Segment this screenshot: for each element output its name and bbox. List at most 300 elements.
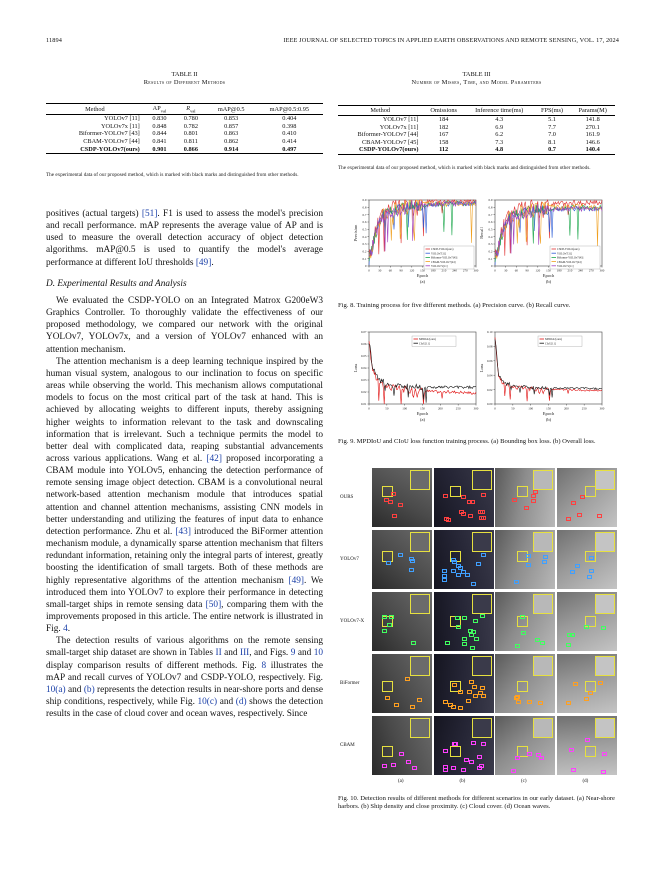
table2	[46, 103, 323, 154]
detection-box	[466, 699, 471, 703]
y-tick-label: 0.06	[486, 359, 493, 363]
detection-box	[391, 763, 396, 767]
subfigure-label: (a)	[420, 279, 425, 284]
zoom-inset	[472, 470, 492, 490]
detection-box	[405, 677, 410, 681]
t3-cell: 161.9	[585, 131, 600, 139]
zoom-inset	[595, 532, 615, 552]
citation-link[interactable]: [49]	[195, 257, 212, 268]
fig10-row-label: CBAM	[340, 742, 355, 748]
detection-box	[442, 574, 447, 578]
t2-cell: 0.811	[183, 138, 198, 146]
y-tick-label: 0.00	[486, 402, 493, 407]
legend-entry: Biformer-YOLOv7[43]	[557, 256, 584, 260]
detection-box	[469, 633, 474, 637]
detection-box	[442, 578, 447, 582]
fig10-detection-image	[495, 592, 555, 651]
detection-box	[588, 691, 593, 695]
zoom-inset	[595, 594, 615, 614]
detection-box	[443, 494, 448, 498]
t3-cell: CSDP-YOLOv7(ours)	[338, 146, 422, 154]
y-tick-label: 0.1	[488, 256, 493, 261]
fig10-detection-image	[557, 654, 617, 713]
figure-link[interactable]: (d)	[235, 697, 247, 708]
table3-note: The experimental data of our proposed method, which is marked with black marks and distinguished from other methods.	[338, 165, 591, 171]
x-tick-label: 90	[399, 268, 403, 273]
paragraph-3: The detection results of various algorithms on the remote sensing small-target ship dataset are shown in Tables II and III, and Figs. 9 and 10 display comparison results of different methods. Fig. 8 illustrates the mAP and recall curves of YOLOv7 and CSDP-YOLO, respectively. Fig. 10(a) and (b) represents the detection results in near-shore ports and dense ship conditions, respectively, while Fig. 10(c) and (d) shows the detection results in the case of cloud cover and ocean waves, respectively. Since	[46, 636, 323, 720]
zoom-source-box	[450, 746, 461, 757]
t2-row	[46, 130, 323, 138]
detection-box	[458, 566, 463, 570]
detection-box	[406, 760, 411, 764]
detection-box	[389, 615, 394, 619]
detection-box	[569, 748, 574, 752]
zoom-inset	[595, 656, 615, 676]
t2-cell: 0.398	[282, 122, 297, 130]
detection-box	[480, 686, 485, 690]
detection-box	[469, 760, 474, 764]
detection-box	[542, 560, 547, 564]
table3-caption	[338, 71, 615, 87]
fig10-detection-image	[557, 716, 617, 775]
y-axis-label: Loss	[479, 363, 484, 373]
fig10-column-label: (a)	[398, 779, 404, 784]
zoom-inset	[472, 594, 492, 614]
x-tick-label: 30	[378, 268, 382, 273]
zoom-source-box	[585, 746, 596, 757]
fig10-detection-image	[495, 654, 555, 713]
detection-box	[462, 616, 467, 620]
t2-cell: 0.914	[207, 146, 256, 154]
x-axis-label: Epoch	[542, 273, 555, 278]
zoom-inset	[410, 656, 430, 676]
detection-box	[584, 625, 589, 629]
y-tick-label: 0.02	[486, 387, 493, 392]
detection-box	[391, 492, 396, 496]
fig10-row-label: BiFormer	[340, 680, 360, 686]
t2-row	[46, 123, 323, 131]
zoom-source-box	[517, 681, 528, 692]
x-tick-label: 300	[599, 406, 605, 411]
legend-entry: CIoU[11]	[545, 342, 556, 346]
citation-link[interactable]: [42]	[206, 453, 222, 464]
fig10-row-label: YOLOv7-X	[340, 618, 365, 624]
y-tick-label: 0.2	[488, 249, 493, 254]
y-tick-label: 0.04	[486, 373, 493, 378]
fig10-detection-image	[372, 530, 432, 589]
fig9a-bbox-loss-plot	[352, 328, 480, 426]
detection-box	[566, 517, 571, 521]
detection-box	[465, 573, 470, 577]
detection-box	[468, 514, 473, 518]
y-tick-label: 0.01	[360, 402, 367, 407]
detection-box	[575, 564, 580, 568]
x-tick-label: 120	[409, 268, 415, 273]
detection-box	[452, 683, 457, 687]
fig10-column-label: (d)	[582, 779, 589, 784]
y-tick-label: 0.9	[488, 198, 493, 203]
fig10-detection-image	[557, 592, 617, 651]
x-tick-label: 60	[388, 268, 392, 273]
detection-box	[471, 582, 476, 586]
y-tick-label: 0.9	[362, 198, 367, 203]
zoom-inset	[472, 532, 492, 552]
zoom-source-box	[585, 486, 596, 497]
t3-cell: 7.0	[548, 131, 556, 139]
y-tick-label: 0.02	[360, 390, 367, 395]
detection-box	[399, 752, 404, 756]
t3-cell: 6.9	[495, 123, 504, 131]
zoom-inset	[533, 532, 553, 552]
x-tick-label: 150	[420, 406, 425, 411]
detection-box	[584, 697, 589, 701]
zoom-inset	[595, 470, 615, 490]
detection-box	[470, 646, 475, 650]
table-link[interactable]: III	[239, 648, 250, 659]
x-tick-label: 200	[563, 406, 569, 411]
detection-box	[461, 768, 466, 772]
detection-box	[602, 752, 607, 756]
t3-cell: 6.2	[495, 131, 504, 139]
table2-note: The experimental data of our proposed method, which is marked with black marks and distinguished from other methods.	[46, 172, 299, 178]
x-tick-label: 50	[511, 406, 515, 411]
y-tick-label: 0.05	[360, 354, 367, 359]
detection-box	[384, 498, 389, 502]
t2-cell: 0.857	[224, 122, 239, 130]
t2-h-method: Method	[46, 104, 144, 115]
y-tick-label: 0.8	[362, 205, 367, 210]
table3-title: Number of Misses, Time, and Model Parameters	[411, 79, 542, 86]
y-tick-label: 0.3	[362, 242, 367, 247]
detection-box	[398, 503, 403, 507]
x-tick-label: 50	[385, 406, 389, 411]
y-tick-label: 0.5	[362, 227, 367, 232]
zoom-source-box	[450, 486, 461, 497]
detection-box	[589, 556, 594, 560]
detection-box	[585, 738, 590, 742]
x-tick-label: 180	[430, 268, 436, 273]
detection-box	[409, 568, 414, 572]
detection-box	[387, 623, 392, 627]
detection-box	[531, 499, 536, 503]
y-tick-label: 0.03	[360, 378, 367, 383]
x-tick-label: 300	[599, 268, 605, 273]
legend-entry: CSDP-YOLO(ours)	[557, 248, 580, 252]
detection-box	[477, 755, 482, 759]
x-tick-label: 270	[588, 268, 594, 273]
t2-cell: 0.782	[183, 122, 198, 130]
t2-cell: 0.862	[224, 138, 239, 146]
t3-cell: 270.1	[585, 123, 600, 131]
x-axis-label: Epoch	[416, 273, 429, 278]
legend-entry: YOLOv7x[11]	[557, 265, 574, 268]
detection-box	[461, 495, 466, 499]
paragraph-1: We evaluated the CSDP-YOLO on an Integrated Matrox G200eW3 Graphics Controller. To thoroughly validate the effectiveness of our proposed methodology, we compared our network with the original YOLOv7, YOLOv7x, and a version of YOLOv7 enhanced with an attention mechanism.	[46, 295, 323, 355]
t3-row	[338, 116, 615, 124]
detection-box	[573, 682, 578, 686]
t3-cell: 112	[422, 146, 464, 154]
t2-cell: YOLOv7 [11]	[104, 115, 140, 123]
fig9b-overall-loss-plot	[478, 328, 606, 426]
zoom-inset	[472, 718, 492, 738]
detection-box	[539, 756, 544, 760]
citation-link[interactable]: [49]	[288, 575, 304, 586]
t3-cell: 182	[438, 123, 449, 131]
fig10-detection-image	[434, 530, 494, 589]
t2-cell: 0.841	[152, 138, 167, 146]
figure-link[interactable]: 10(c)	[197, 697, 218, 708]
citation-link[interactable]: [50]	[205, 599, 222, 610]
y-axis-label: Recall	[479, 227, 484, 239]
fig10-caption: Fig. 10. Detection results of different methods for different scenarios in our early dataset. (a) Near-shore harbors. (b) Ship density and close proximity. (c) Cloud cover. (d) Ocean waves.	[338, 795, 615, 811]
y-tick-label: 0.07	[360, 330, 367, 335]
detection-box	[511, 769, 516, 773]
t3-cell: YOLOv7 [11]	[382, 116, 419, 123]
detection-box	[566, 643, 571, 647]
detection-box	[589, 569, 594, 573]
section-heading: D. Experimental Results and Analysis	[46, 278, 187, 289]
t3-h-omissions: Omissions	[422, 106, 464, 116]
zoom-inset	[533, 718, 553, 738]
y-tick-label: 0.06	[360, 342, 367, 347]
detection-box	[571, 501, 576, 505]
fig10-detection-image	[372, 468, 432, 527]
figure-link[interactable]: 9	[290, 648, 296, 659]
detection-box	[531, 494, 536, 498]
fig10-detection-image	[372, 592, 432, 651]
t3-row	[338, 146, 615, 154]
citation-link[interactable]: [51]	[141, 209, 158, 219]
detection-box	[417, 698, 422, 702]
y-axis-label: Loss	[353, 363, 358, 373]
t3-row	[338, 139, 615, 147]
detection-box	[598, 681, 603, 685]
t2-cell: 0.863	[224, 130, 239, 138]
detection-box	[412, 766, 417, 770]
detection-box	[443, 749, 448, 753]
detection-box	[462, 642, 467, 646]
zoom-inset	[533, 656, 553, 676]
detection-box	[481, 742, 486, 746]
detection-box	[538, 701, 543, 705]
t2-row	[46, 115, 323, 123]
y-tick-label: 0.3	[488, 242, 493, 247]
detection-box	[515, 756, 520, 760]
detection-box	[456, 625, 461, 629]
detection-box	[453, 742, 458, 746]
figure-link[interactable]: 8	[261, 660, 267, 671]
citation-link[interactable]: [43]	[175, 526, 191, 537]
detection-box	[481, 493, 486, 497]
fig10-detection-image	[372, 716, 432, 775]
detection-box	[411, 641, 416, 645]
detection-box	[481, 553, 486, 557]
x-tick-label: 0	[368, 268, 370, 273]
figure-link[interactable]: 10(a)	[46, 684, 66, 695]
t2-cell: 0.901	[144, 146, 175, 154]
x-tick-label: 210	[567, 268, 573, 273]
t2-cell: 0.410	[282, 130, 297, 138]
t3-cell: 167	[438, 131, 449, 139]
figure-link[interactable]: 10	[313, 648, 323, 659]
t3-cell: 4.8	[465, 146, 534, 154]
t3-row	[338, 124, 615, 132]
x-tick-label: 100	[402, 406, 408, 411]
detection-box	[442, 569, 447, 573]
detection-box	[566, 701, 571, 705]
detection-box	[458, 690, 463, 694]
table-link[interactable]: II	[215, 648, 222, 659]
detection-box	[571, 768, 576, 772]
t3-cell: 158	[438, 138, 449, 146]
legend-entry: MPDIoU(ours)	[419, 338, 437, 342]
detection-box	[394, 703, 399, 707]
detection-box	[570, 633, 575, 637]
x-tick-label: 90	[525, 268, 529, 273]
t2-row	[46, 146, 323, 154]
detection-box	[459, 510, 464, 514]
detection-box	[458, 706, 463, 710]
zoom-source-box	[382, 746, 393, 757]
legend-entry: YOLOv7[11]	[431, 252, 447, 256]
detection-box	[512, 498, 517, 502]
fig10-detection-image	[434, 468, 494, 527]
legend-entry: CSDP-YOLO(ours)	[431, 248, 454, 252]
fig10-detection-image	[557, 468, 617, 527]
fig9-caption: Fig. 9. MPDIoU and CIoU loss function training process. (a) Bounding box loss. (b) Overall loss.	[338, 438, 596, 445]
t3-cell: 141.8	[585, 116, 600, 123]
detection-box	[480, 614, 485, 618]
x-tick-label: 240	[452, 268, 457, 273]
y-tick-label: 0.7	[488, 212, 493, 217]
zoom-inset	[595, 718, 615, 738]
y-tick-label: 0.1	[362, 256, 367, 261]
x-tick-label: 60	[514, 268, 518, 273]
y-tick-label: 0.5	[488, 227, 493, 232]
t3-cell: 8.1	[548, 138, 556, 146]
y-axis-label: Precision	[353, 224, 358, 242]
figure-link[interactable]: (b)	[83, 684, 95, 695]
zoom-inset	[410, 470, 430, 490]
zoom-inset	[410, 718, 430, 738]
legend-entry: YOLOv7[11]	[557, 252, 573, 256]
t3-cell: YOLOv7x [11]	[379, 123, 419, 131]
zoom-inset	[472, 656, 492, 676]
detection-box	[479, 764, 484, 768]
detection-box	[462, 637, 467, 641]
detection-box	[471, 741, 476, 745]
y-tick-label: 0.4	[488, 234, 493, 239]
y-tick-label: 0.4	[362, 234, 367, 239]
y-tick-label: 0.6	[488, 220, 493, 225]
detection-box	[443, 765, 448, 769]
detection-box	[476, 562, 481, 566]
detection-box	[481, 694, 486, 698]
detection-box	[527, 700, 532, 704]
detection-box	[445, 641, 450, 645]
y-tick-label: 0.2	[362, 249, 367, 254]
x-tick-label: 120	[535, 268, 541, 273]
x-tick-label: 240	[578, 268, 583, 273]
x-tick-label: 0	[494, 406, 496, 411]
x-axis-label: Epoch	[542, 411, 555, 416]
y-tick-label: 0.10	[486, 330, 493, 335]
y-tick-label: 0	[364, 264, 367, 269]
detection-box	[473, 619, 478, 623]
fig10-column-label: (b)	[459, 779, 466, 784]
subfigure-label: (b)	[545, 279, 552, 284]
detection-box	[467, 690, 472, 694]
x-tick-label: 150	[546, 406, 551, 411]
detection-box	[480, 510, 485, 514]
detection-box	[451, 569, 456, 573]
detection-box	[382, 615, 387, 619]
x-tick-label: 210	[441, 268, 447, 273]
figure-link[interactable]: 4	[63, 624, 68, 635]
t3-h-fps: FPS(ms)	[534, 106, 571, 116]
legend-entry: CIoU[11]	[419, 342, 430, 346]
paragraph-0: positives (actual targets) [51]. F1 is used to assess the model's precision and recall performance. mAP represents the average value of AP and is used to measure the overall detection accuracy of object detection algorithms. mAP@0.5 is used to quantify the model's average performance at different IoU thresholds [49].	[46, 209, 324, 268]
zoom-inset	[410, 532, 430, 552]
subfigure-label: (b)	[545, 417, 552, 422]
x-tick-label: 0	[368, 406, 370, 411]
t3-row	[338, 131, 615, 139]
t2-cell: CBAM-YOLOv7 [44]	[83, 138, 140, 146]
x-tick-label: 300	[473, 406, 479, 411]
detection-box	[520, 615, 525, 619]
detection-box	[382, 629, 387, 633]
x-tick-label: 250	[581, 406, 587, 411]
paragraph-2: The attention mechanism is a deep learning technique inspired by the human visual system, analogous to our inclination to focus on specific areas while observing the world. This mechanism allows computational models to focus on the most critical part of the task at hand. This is achieved by allocating weights to different inputs, thereby assigning higher weights to information relevant to the task and downscaling information that is irrelevant. Such a technique permits the model to better deal with complicated data, reaping substantial advancements across various applications. Wang et al. [42] proposed incorporating a CBAM module into YOLOv5, enhancing the detection performance of remote sensing image object detection. CBAM is a convolutional neural network-based attention mechanism module that introduces spatial attention and channel attention mechanisms, assisting CNN models in better understanding and utilizing the features of input data to enhance detection performance. Zhu et al. [43] introduced the BiFormer attention mechanism module, a dynamically sparse attention mechanism that filters redundant information, retaining only the integral parts of interest, greatly boosting the identification of small targets. Both of these methods are highly representative algorithms of the attention mechanism [49]. We introduced them into YOLOv7 to explore their performance in detecting small-target ships in remote sensing data [50], comparing them with the improvements proposed in this article. The entire network is illustrated in Fig. 4.	[46, 356, 324, 635]
table2-caption	[46, 71, 323, 87]
t3-cell: 7.3	[495, 138, 504, 146]
table2-title: Results of Different Methods	[143, 79, 226, 86]
body-text	[46, 208, 323, 720]
detection-box	[452, 560, 457, 564]
detection-box	[570, 570, 575, 574]
fig10-row-label: YOLOv7	[340, 556, 359, 562]
fig8-caption: Fig. 8. Training process for five different methods. (a) Precision curve. (b) Recall curve.	[338, 302, 571, 309]
x-tick-label: 250	[455, 406, 461, 411]
detection-box	[526, 563, 531, 567]
t3-cell: 146.6	[585, 138, 600, 146]
x-tick-label: 30	[504, 268, 508, 273]
detection-box	[540, 641, 545, 645]
t3-cell: 5.1	[548, 116, 556, 123]
t2-cell: 0.830	[152, 115, 167, 123]
detection-box	[464, 758, 469, 762]
t3-cell: 140.4	[570, 146, 615, 154]
fig10-detection-image	[495, 716, 555, 775]
t2-cell: 0.780	[183, 115, 198, 123]
t2-cell: 0.853	[224, 115, 239, 123]
t2-h-ap: $AP_{val}$	[144, 104, 175, 115]
y-tick-label: 0.04	[360, 366, 367, 371]
x-tick-label: 180	[556, 268, 562, 273]
detection-box	[398, 553, 403, 557]
subfigure-label: (a)	[420, 417, 425, 422]
detection-box	[446, 518, 451, 522]
x-tick-label: 150	[546, 268, 551, 273]
journal-title: IEEE JOURNAL OF SELECTED TOPICS IN APPLIED EARTH OBSERVATIONS AND REMOTE SENSING, VOL. 17, 2024	[283, 37, 619, 44]
fig10-detection-image	[557, 530, 617, 589]
detection-box	[514, 580, 519, 584]
x-tick-label: 100	[528, 406, 534, 411]
t3-h-params: Params(M)	[570, 106, 615, 116]
t2-h-map5095: mAP@0.5:0.95	[256, 104, 323, 115]
detection-box	[580, 495, 585, 499]
detection-box	[386, 561, 391, 565]
